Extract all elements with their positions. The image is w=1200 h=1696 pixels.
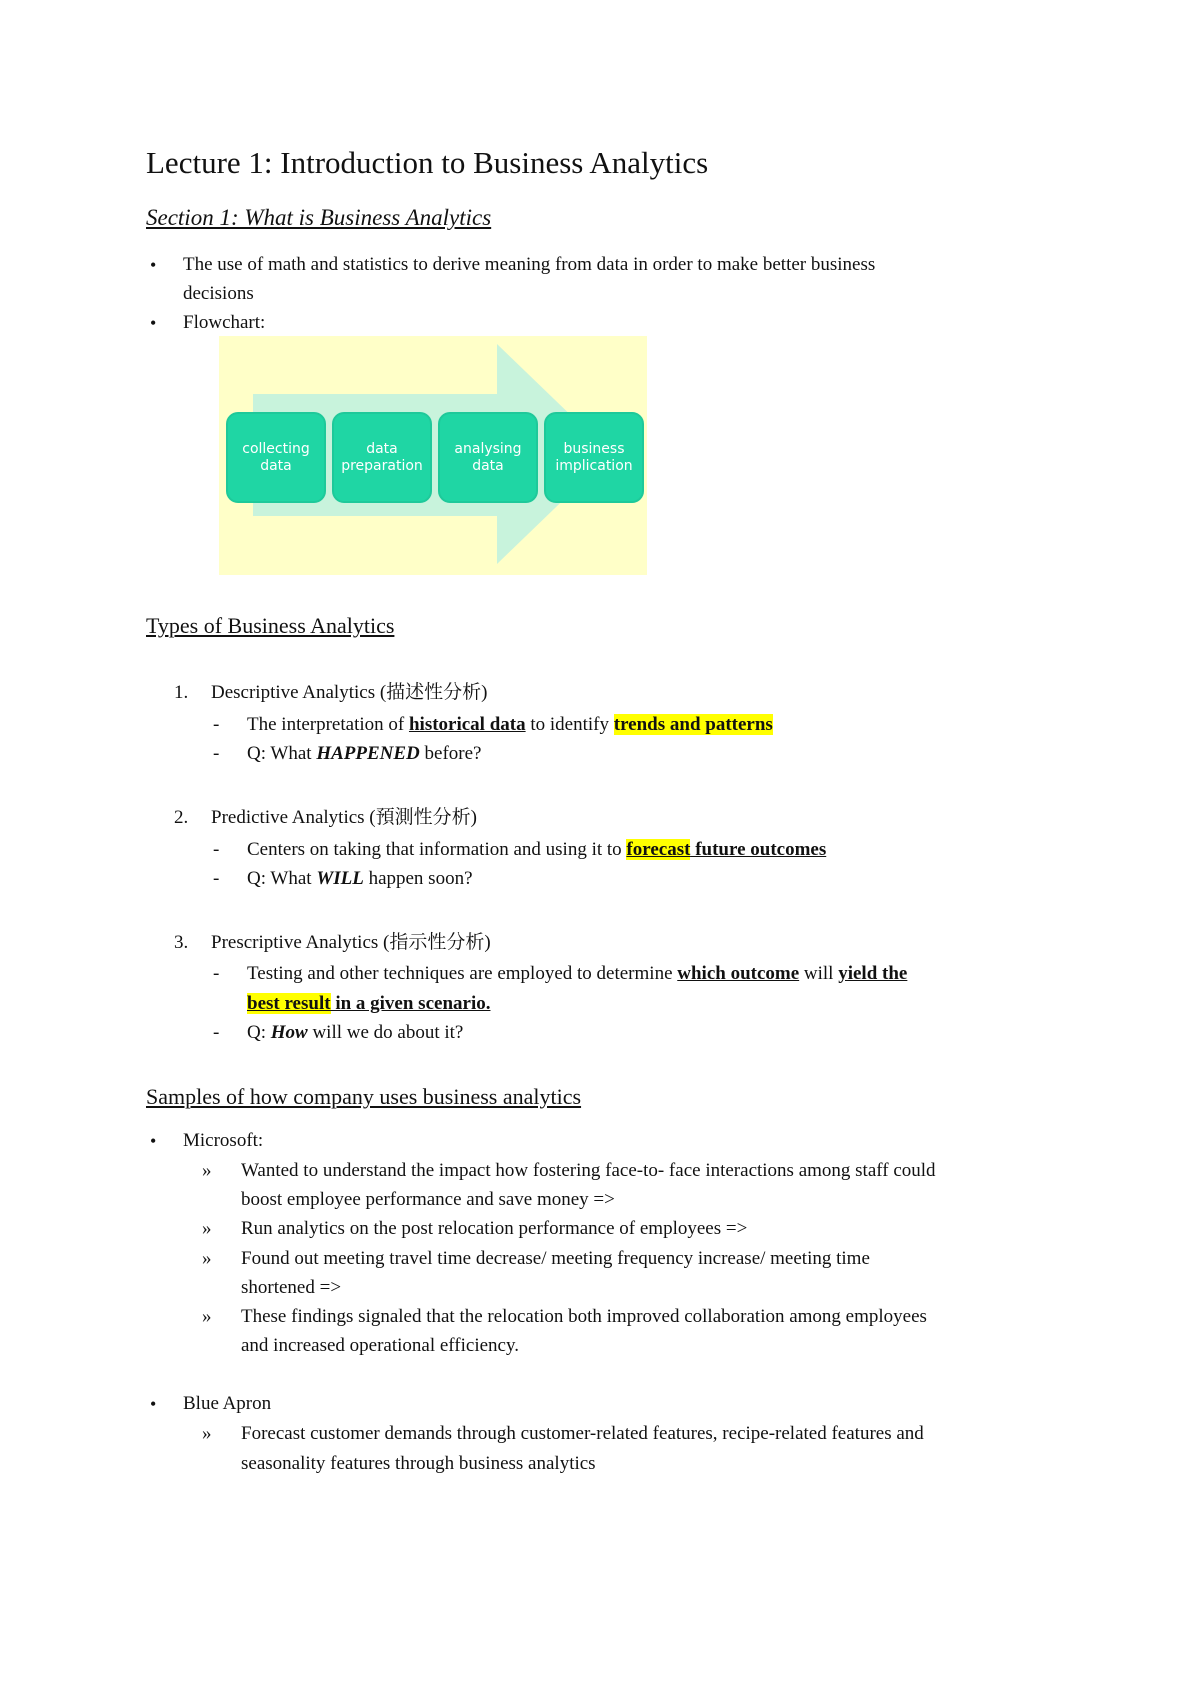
descriptive-detail-2: Q: What HAPPENED before? (247, 743, 482, 764)
blueapron-point-1: Forecast customer demands through customer-related features, recipe-related features and (241, 1423, 924, 1444)
dash-glyph: - (213, 1022, 220, 1043)
raquo-glyph: » (202, 1160, 212, 1181)
prescriptive-detail-2: Q: How will we do about it? (247, 1022, 464, 1043)
microsoft-point-3: Found out meeting travel time decrease/ meeting frequency increase/ meeting time (241, 1248, 870, 1269)
raquo-glyph: » (202, 1248, 212, 1269)
bullet-glyph: • (150, 1131, 157, 1151)
microsoft-point-4-cont: and increased operational efficiency. (241, 1335, 519, 1356)
bullet-glyph: • (150, 255, 157, 275)
raquo-glyph: » (202, 1306, 212, 1327)
flow-step-data-preparation: data preparation (332, 412, 432, 503)
list-number: 1. (174, 682, 189, 703)
samples-heading: Samples of how company uses business analytics (146, 1084, 582, 1109)
flowchart (219, 336, 647, 575)
page-title: Lecture 1: Introduction to Business Analytics (146, 145, 709, 180)
section-title: Section 1: What is Business Analytics (146, 205, 492, 230)
microsoft-point-3-cont: shortened => (241, 1277, 342, 1298)
definition-line-1: The use of math and statistics to derive meaning from data in order to make better business (183, 254, 876, 275)
predictive-label: Predictive Analytics (預測性分析) (211, 807, 477, 828)
flowchart-label: Flowchart: (183, 312, 266, 333)
predictive-detail-2: Q: What WILL happen soon? (247, 868, 473, 889)
bullet-glyph: • (150, 1394, 157, 1414)
microsoft-point-1: Wanted to understand the impact how fostering face-to- face interactions among staff could (241, 1160, 936, 1181)
raquo-glyph: » (202, 1218, 212, 1239)
microsoft-point-1-cont: boost employee performance and save money => (241, 1189, 615, 1210)
prescriptive-detail-1-cont: best result in a given scenario. (247, 993, 491, 1014)
flow-step-business-implication: business implication (544, 412, 644, 503)
dash-glyph: - (213, 743, 220, 764)
list-number: 2. (174, 807, 189, 828)
microsoft-point-2: Run analytics on the post relocation performance of employees => (241, 1218, 748, 1239)
dash-glyph: - (213, 714, 220, 735)
definition-line-2: decisions (183, 283, 254, 304)
dash-glyph: - (213, 868, 220, 889)
dash-glyph: - (213, 963, 220, 984)
microsoft-label: Microsoft: (183, 1130, 264, 1151)
types-heading: Types of Business Analytics (146, 613, 395, 638)
prescriptive-label: Prescriptive Analytics (指示性分析) (211, 932, 491, 953)
dash-glyph: - (213, 839, 220, 860)
blueapron-label: Blue Apron (183, 1393, 272, 1414)
prescriptive-detail-1: Testing and other techniques are employed to determine which outcome will yield the (247, 963, 908, 984)
predictive-detail-1: Centers on taking that information and using it to forecast future outcomes (247, 839, 827, 860)
raquo-glyph: » (202, 1423, 212, 1444)
blueapron-point-1-cont: seasonality features through business analytics (241, 1453, 596, 1474)
descriptive-label: Descriptive Analytics (描述性分析) (211, 682, 488, 703)
flow-step-analysing-data: analysing data (438, 412, 538, 503)
flow-step-collecting-data: collecting data (226, 412, 326, 503)
descriptive-detail-1: The interpretation of historical data to identify trends and patterns (247, 714, 773, 735)
list-number: 3. (174, 932, 189, 953)
microsoft-point-4: These findings signaled that the relocation both improved collaboration among employees (241, 1306, 927, 1327)
bullet-glyph: • (150, 313, 157, 333)
